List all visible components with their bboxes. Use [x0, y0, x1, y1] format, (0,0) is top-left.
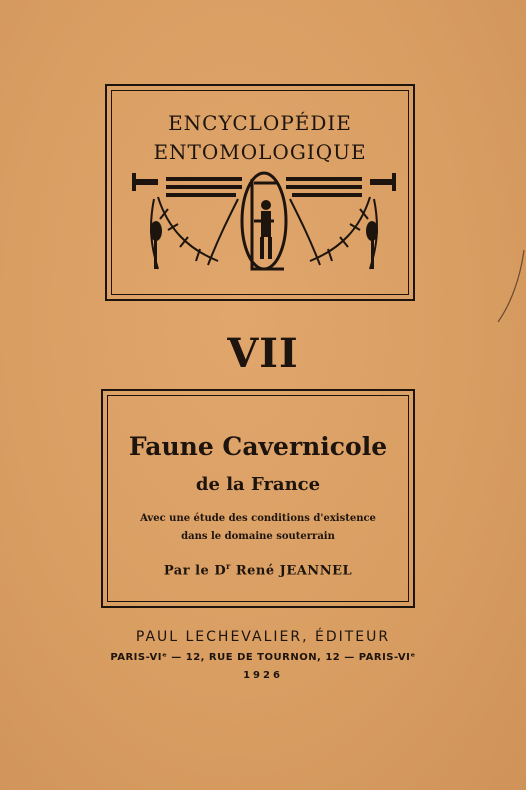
right-garland [290, 197, 377, 269]
author-prefix: Par le D [163, 563, 227, 579]
book-title-sub: de la France [195, 474, 321, 495]
figure-silhouette [260, 200, 272, 259]
author-line [108, 561, 408, 578]
title-frame [101, 389, 415, 608]
right-banner-ornament [286, 173, 396, 197]
series-emblem-frame [105, 84, 415, 301]
series-title-line-1: ENCYCLOPÉDIE [168, 111, 352, 135]
author-name: René JEANNEL [230, 563, 353, 579]
publication-year: 1926 [243, 670, 283, 681]
subtitle-line-2: dans le domaine souterrain [181, 531, 335, 542]
page-edge-curl [490, 250, 526, 330]
series-title-line-2: ENTOMOLOGIQUE [153, 140, 367, 164]
publisher-name: PAUL LECHEVALIER, ÉDITEUR [135, 629, 391, 645]
subtitle-line-1: Avec une étude des conditions d'existence [140, 513, 376, 524]
author-title-superscript: r [226, 561, 231, 571]
series-emblem-inner-border [111, 90, 409, 295]
volume-number: VII [227, 330, 299, 377]
book-title: Faune Cavernicole [128, 432, 388, 461]
insect-emblem-icon [128, 169, 400, 295]
left-garland [151, 197, 238, 269]
left-banner-ornament [132, 173, 242, 197]
publisher-address: PARIS-VIᵉ — 12, RUE DE TOURNON, 12 — PARIS-VIᵉ [110, 652, 416, 663]
title-frame-inner-border [107, 395, 409, 602]
